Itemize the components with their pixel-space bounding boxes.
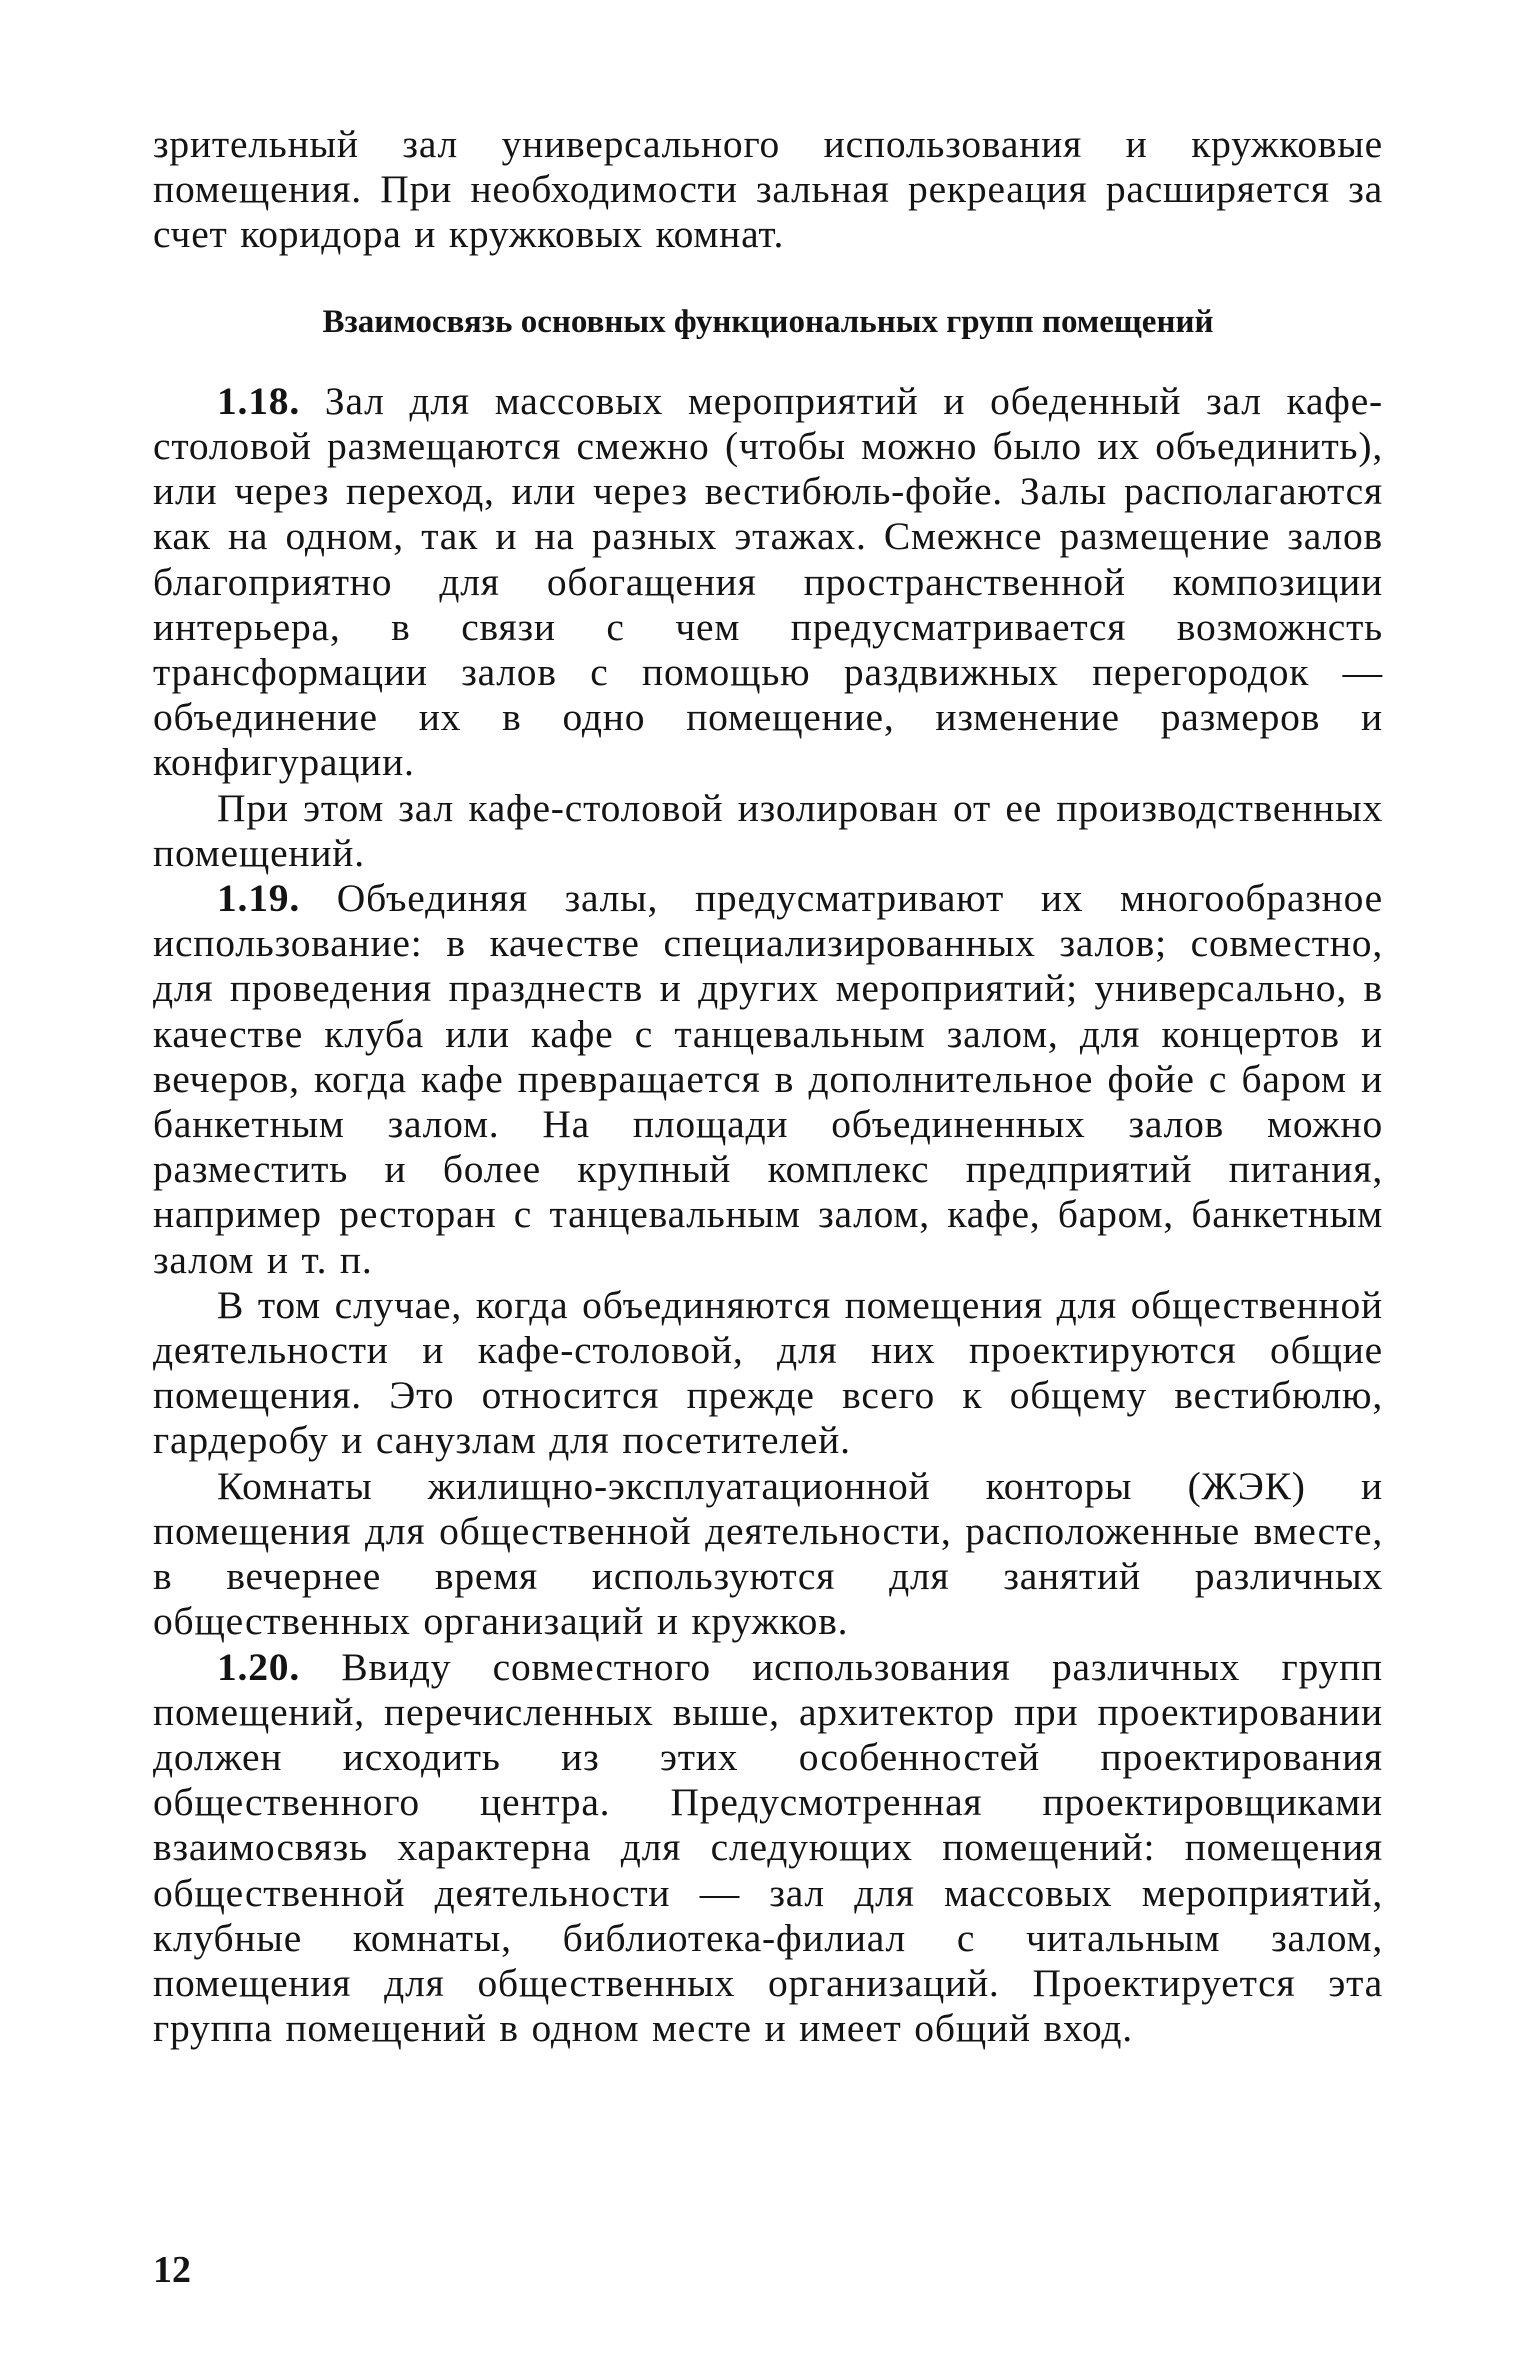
paragraph-text: При этом зал кафе-столовой изолирован от ее производственных помещений. xyxy=(153,785,1383,875)
paragraph-number: 1.20. xyxy=(217,1644,300,1689)
paragraph-number: 1.19. xyxy=(217,876,300,921)
paragraph-zhek xyxy=(153,1464,1383,1645)
paragraph-text: Зал для массовых мероприятий и обеденный зал кафе-столовой размещаются смежно (чтобы можно было их объединить), или через переход, или через вестибюль-фойе. Залы располагаются как на одном, так и на разных этажах. Смежнсе размещение залов благоприятно для обогащения пространственной композиции интерьера, в связи с чем предусматривается возможнсть трансформации залов с помощью раздвижных перегородок — объединение их в одно помещение, изменение размеров и конфигурации. xyxy=(153,378,1383,785)
paragraph-kafe-isolation xyxy=(153,786,1383,876)
paragraph-text: Объединяя залы, предусматривают их многообразное использование: в качестве специализированных залов; совместно, для проведения празднеств и других мероприятий; универсально, в качестве клуба или кафе с танцевальным залом, для концертов и вечеров, когда кафе превращается в дополнительное фойе с баром и банкетным залом. На площади объединенных залов можно разместить и более крупный комплекс предприятий питания, например ресторан с танцевальным залом, кафе, баром, банкетным залом и т. п. xyxy=(153,876,1383,1282)
paragraph-1-20 xyxy=(153,1645,1383,2052)
paragraph-text: Комнаты жилищно-эксплуатационной конторы (ЖЭК) и помещения для общественной деятельности, расположенные вместе, в вечернее время используются для занятий различных общественных организаций и кружков. xyxy=(153,1463,1383,1644)
page-body xyxy=(153,122,1383,2051)
paragraph-text: Ввиду совместного использования различных групп помещений, перечисленных выше, архитектор при проектировании должен исходить из этих особенностей проектирования общественного центра. Предусмотренная проектировщиками взаимосвязь характерна для следующих помещений: помещения общественной деятельности — зал для массовых мероприятий, клубные комнаты, библиотека-филиал с читальным залом, помещения для общественных организаций. Проектируется эта группа помещений в одном месте и имеет общий вход. xyxy=(153,1644,1383,2051)
intro-paragraph: зрительный зал универсального использования и кружковые помещения. При необходимости зальная рекреация расширяется за счет коридора и кружковых комнат. xyxy=(153,122,1383,257)
page-number: 12 xyxy=(153,2249,191,2291)
paragraph-1-18 xyxy=(153,379,1383,786)
section-heading: Взаимосвязь основных функциональных групп помещений xyxy=(322,303,1214,340)
paragraph-1-19 xyxy=(153,876,1383,1283)
paragraph-number: 1.18. xyxy=(217,378,300,423)
paragraph-shared-rooms xyxy=(153,1283,1383,1464)
paragraph-text: В том случае, когда объединяются помещения для общественной деятельности и кафе-столовой, для них проектируются общие помещения. Это относится прежде всего к общему вестибюлю, гардеробу и санузлам для посетителей. xyxy=(153,1282,1383,1463)
